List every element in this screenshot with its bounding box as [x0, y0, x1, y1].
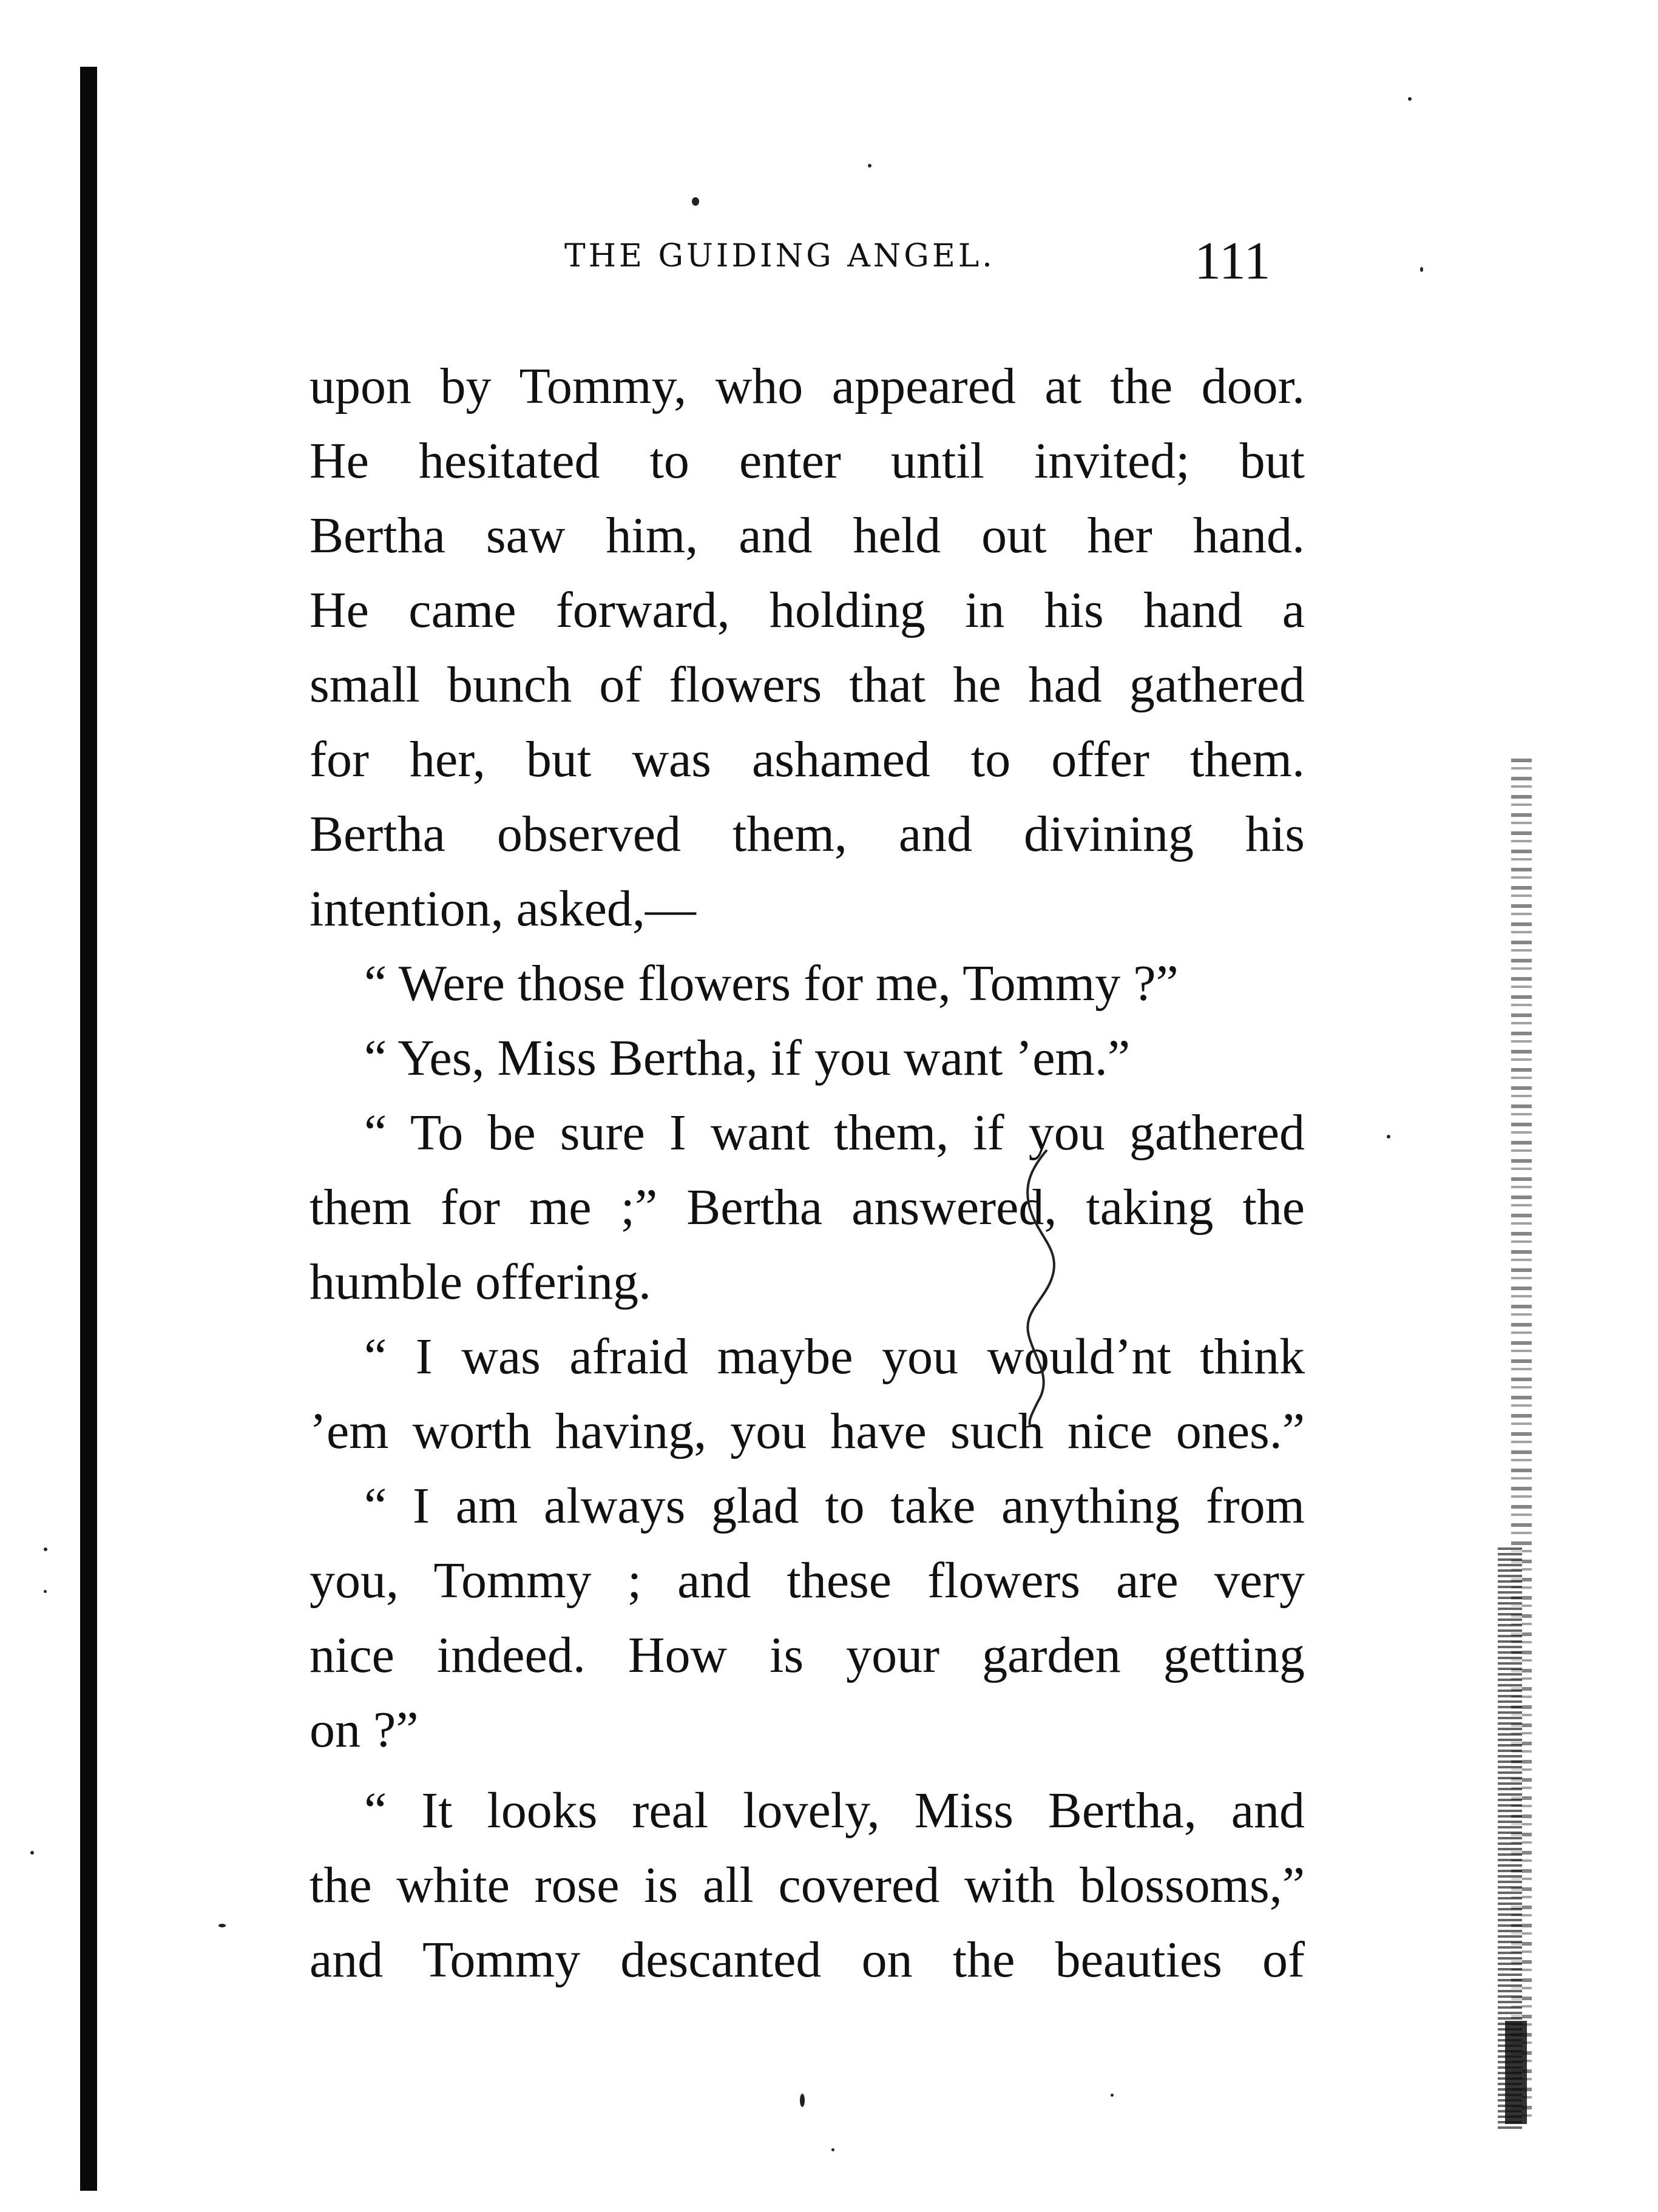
body-text	[310, 349, 1305, 1997]
text-line: “ To be sure I want them, if you gathered	[364, 1104, 1305, 1161]
scan-speck	[218, 1924, 226, 1927]
text-line: “ Yes, Miss Bertha, if you want ’em.”	[364, 1030, 1131, 1086]
scan-speck	[692, 197, 699, 206]
text-line: Bertha observed them, and divining his	[310, 806, 1305, 862]
text-line: Bertha saw him, and held out her hand.	[310, 507, 1305, 564]
scan-speck	[44, 1590, 47, 1593]
running-head: THE GUIDING ANGEL.	[564, 238, 995, 274]
text-line: small bunch of flowers that he had gathered	[310, 657, 1305, 713]
text-line: “ Were those flowers for me, Tommy ?”	[364, 955, 1179, 1012]
scan-speck	[30, 1851, 34, 1855]
text-line: ’em worth having, you have such nice ones.”	[310, 1403, 1305, 1459]
text-line: and Tommy descanted on the beauties of	[310, 1932, 1305, 1988]
text-line: He came forward, holding in his hand a	[310, 582, 1305, 638]
text-line: He hesitated to enter until invited; but	[310, 433, 1305, 489]
text-line: them for me ;” Bertha answered, taking the	[310, 1179, 1305, 1236]
binding-shadow	[80, 67, 97, 2191]
scan-speck	[44, 1547, 47, 1551]
text-line: humble offering.	[310, 1254, 651, 1310]
scan-speck	[868, 164, 871, 167]
text-line: “ I am always glad to take anything from	[364, 1478, 1305, 1534]
scan-speck	[1387, 1135, 1390, 1138]
scan-edge-artifact	[1505, 2021, 1527, 2124]
scan-speck	[1111, 2094, 1114, 2097]
text-line: nice indeed. How is your garden getting	[310, 1627, 1305, 1683]
text-line: for her, but was ashamed to offer them.	[310, 731, 1305, 788]
scan-speck	[831, 2148, 834, 2151]
scan-speck	[1408, 97, 1412, 101]
text-line: you, Tommy ; and these flowers are very	[310, 1552, 1305, 1609]
text-line: the white rose is all covered with blossoms,”	[310, 1857, 1305, 1913]
text-line: “ I was afraid maybe you would’nt think	[364, 1328, 1305, 1385]
page-number: 111	[1194, 232, 1271, 291]
scan-speck	[800, 2094, 805, 2107]
text-line: “ It looks real lovely, Miss Bertha, and	[364, 1782, 1305, 1839]
text-line: intention, asked,—	[310, 881, 696, 937]
scan-speck	[1420, 267, 1423, 272]
text-line: upon by Tommy, who appeared at the door.	[310, 358, 1305, 414]
text-line: on ?”	[310, 1702, 419, 1758]
